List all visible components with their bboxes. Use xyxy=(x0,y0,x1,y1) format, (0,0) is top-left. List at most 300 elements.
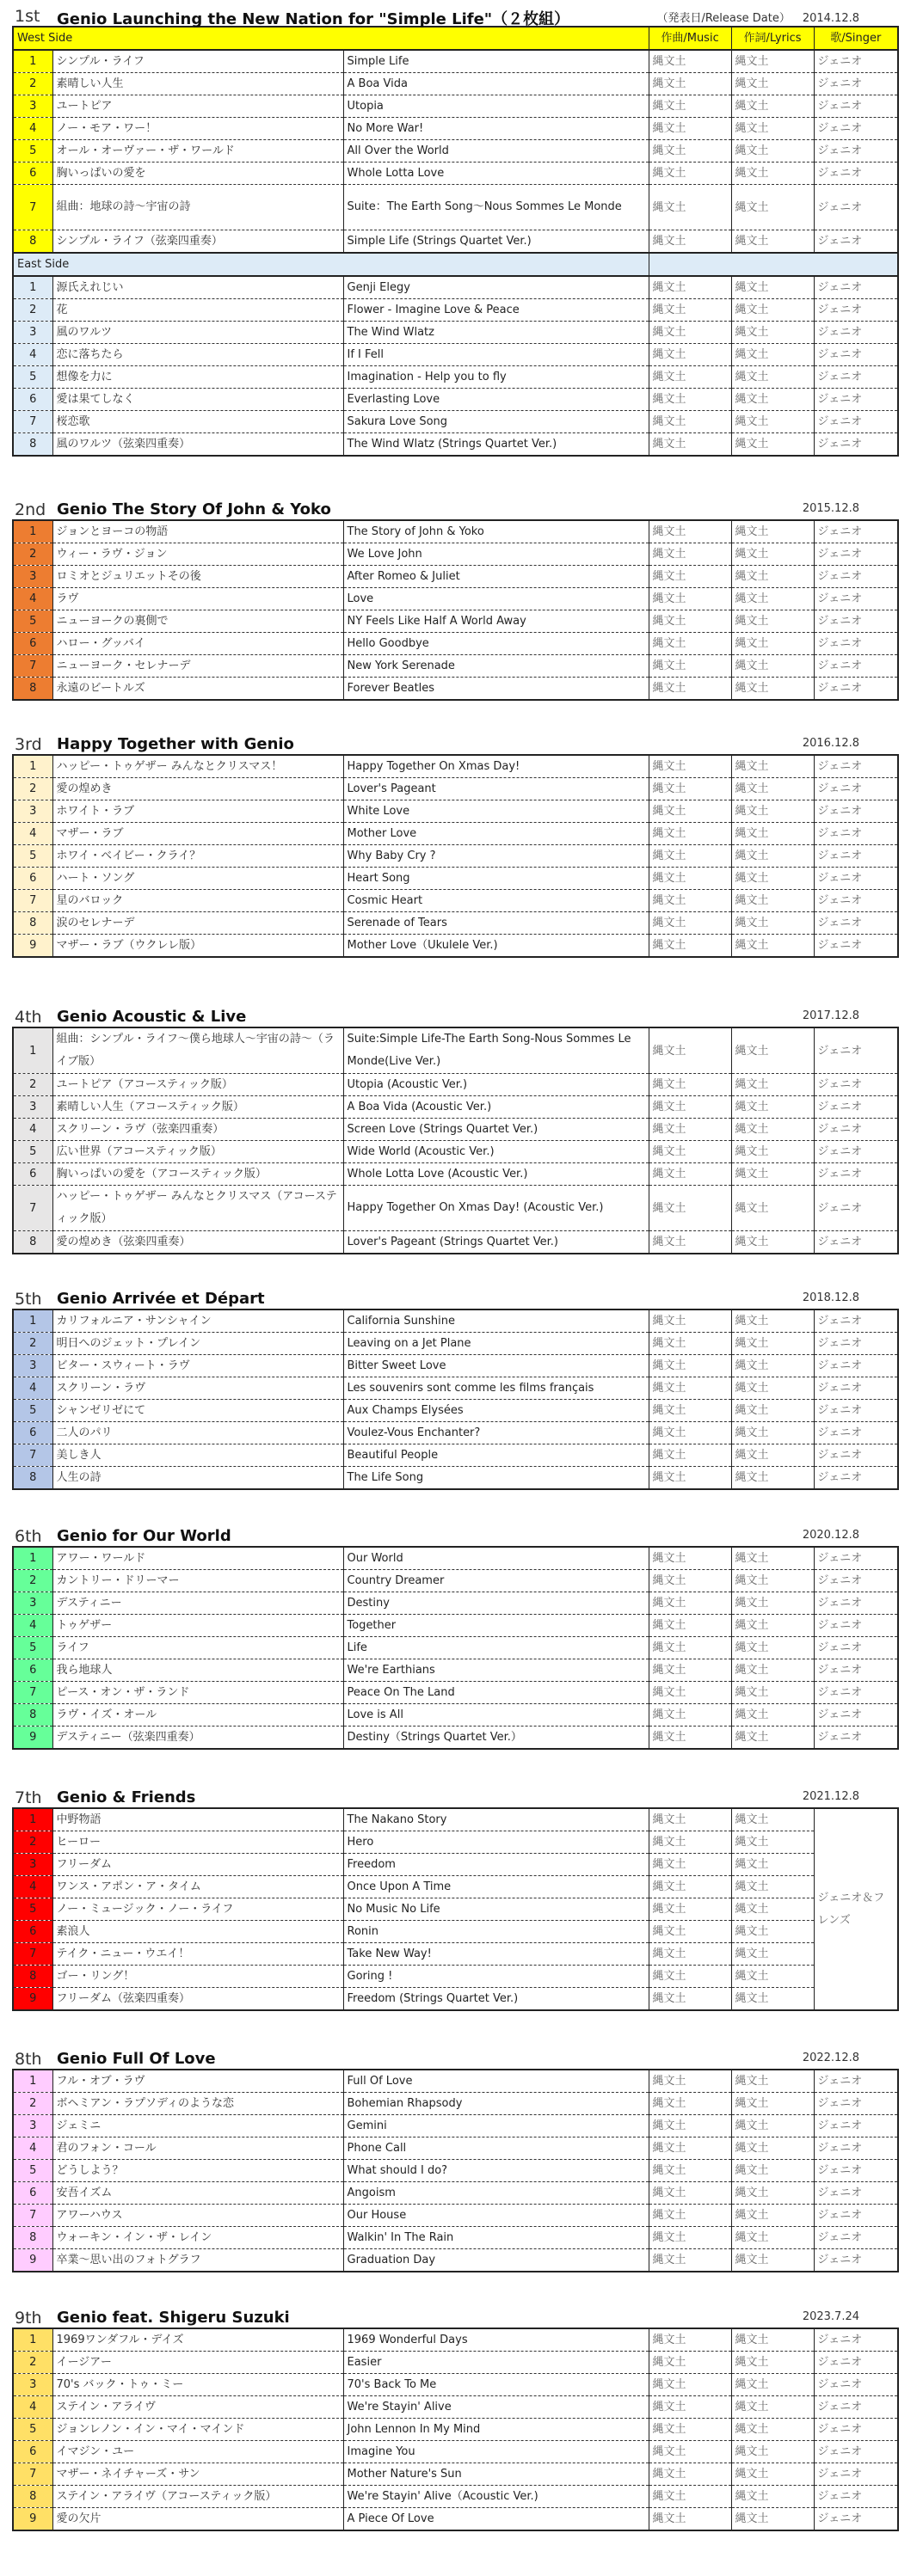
track-title-en: Destiny（Strings Quartet Ver.） xyxy=(343,1727,649,1750)
singer-cell: ジェニオ xyxy=(814,1163,898,1186)
album-ordinal: 1st xyxy=(15,7,40,26)
lyricist-cell: 縄文土 xyxy=(731,1637,814,1659)
track-row xyxy=(13,2374,898,2396)
track-row xyxy=(13,778,898,800)
track-title-jp: マザー・ネイチャーズ・サン xyxy=(52,2463,343,2486)
composer-cell: 縄文土 xyxy=(649,299,731,322)
lyricist-cell: 縄文土 xyxy=(731,1943,814,1966)
track-title-jp: 素晴しい人生 xyxy=(52,73,343,95)
track-title-jp: 明日へのジェット・プレイン xyxy=(52,1333,343,1355)
track-title-jp: 想像を力に xyxy=(52,366,343,389)
track-number: 8 xyxy=(13,1467,52,1490)
album-section xyxy=(12,1008,897,1254)
track-title-jp: スクリーン・ラヴ xyxy=(52,1377,343,1400)
lyricist-cell: 縄文土 xyxy=(731,2070,814,2093)
track-title-en: Phone Call xyxy=(343,2137,649,2160)
composer-cell: 縄文土 xyxy=(649,1355,731,1377)
track-row xyxy=(13,1831,898,1854)
track-number: 7 xyxy=(13,2205,52,2227)
track-number: 6 xyxy=(13,2441,52,2463)
composer-cell: 縄文土 xyxy=(649,140,731,163)
track-title-jp: ホワイト・ラブ xyxy=(52,800,343,823)
composer-cell: 縄文土 xyxy=(649,678,731,701)
column-header-music: 作曲/Music xyxy=(649,27,731,50)
composer-cell: 縄文土 xyxy=(649,2374,731,2396)
track-row xyxy=(13,588,898,610)
album-title: Genio Full Of Love xyxy=(57,2050,216,2068)
track-title-jp: ユートピア（アコースティック版） xyxy=(52,1074,343,1096)
lyricist-cell: 縄文土 xyxy=(731,755,814,778)
lyricist-cell: 縄文土 xyxy=(731,322,814,344)
track-title-jp: フリーダム xyxy=(52,1854,343,1876)
track-row xyxy=(13,1163,898,1186)
track-number: 2 xyxy=(13,299,52,322)
composer-cell: 縄文土 xyxy=(649,1163,731,1186)
singer-cell: ジェニオ xyxy=(814,1570,898,1592)
singer-cell: ジェニオ xyxy=(814,1377,898,1400)
album-header xyxy=(12,500,897,519)
track-title-en: Leaving on a Jet Plane xyxy=(343,1333,649,1355)
composer-cell: 縄文土 xyxy=(649,1898,731,1921)
composer-cell: 縄文土 xyxy=(649,322,731,344)
composer-cell: 縄文土 xyxy=(649,95,731,118)
release-date xyxy=(803,1529,859,1542)
singer-cell: ジェニオ xyxy=(814,610,898,633)
track-title-en: Mother Love xyxy=(343,823,649,845)
release-date xyxy=(803,1790,859,1803)
track-title-jp: 胸いっぱいの愛を xyxy=(52,163,343,185)
track-title-en: A Boa Vida xyxy=(343,73,649,95)
track-number: 1 xyxy=(13,1027,52,1074)
track-row xyxy=(13,1682,898,1704)
track-row xyxy=(13,868,898,890)
release-date xyxy=(656,9,859,25)
track-number: 7 xyxy=(13,1444,52,1467)
track-row xyxy=(13,2419,898,2441)
track-number: 2 xyxy=(13,778,52,800)
track-row xyxy=(13,366,898,389)
track-row xyxy=(13,118,898,140)
singer-cell: ジェニオ xyxy=(814,2227,898,2249)
composer-cell: 縄文土 xyxy=(649,2328,731,2352)
lyricist-cell: 縄文土 xyxy=(731,1570,814,1592)
track-row xyxy=(13,1898,898,1921)
track-row xyxy=(13,1467,898,1490)
singer-cell: ジェニオ xyxy=(814,140,898,163)
track-title-jp: ワンス・アポン・ア・タイム xyxy=(52,1876,343,1898)
singer-cell: ジェニオ xyxy=(814,845,898,868)
track-table xyxy=(12,2069,899,2272)
composer-cell: 縄文土 xyxy=(649,1570,731,1592)
track-title-en: Wide World (Acoustic Ver.) xyxy=(343,1141,649,1163)
lyricist-cell: 縄文土 xyxy=(731,1704,814,1727)
track-title-jp: デスティニー xyxy=(52,1592,343,1615)
composer-cell: 縄文土 xyxy=(649,230,731,254)
composer-cell: 縄文土 xyxy=(649,2182,731,2205)
track-number: 3 xyxy=(13,566,52,588)
composer-cell: 縄文土 xyxy=(649,1231,731,1254)
composer-cell: 縄文土 xyxy=(649,2227,731,2249)
track-title-en: Whole Lotta Love xyxy=(343,163,649,185)
track-title-en: Bohemian Rhapsody xyxy=(343,2093,649,2115)
composer-cell: 縄文土 xyxy=(649,543,731,566)
composer-cell: 縄文土 xyxy=(649,890,731,912)
track-title-jp: イージアー xyxy=(52,2352,343,2374)
track-row xyxy=(13,2137,898,2160)
lyricist-cell: 縄文土 xyxy=(731,344,814,366)
lyricist-cell: 縄文土 xyxy=(731,1096,814,1119)
track-title-jp: フリーダム（弦楽四重奏） xyxy=(52,1988,343,2011)
album-title: Genio Launching the New Nation for "Simple Life"（２枚組） xyxy=(57,10,570,28)
track-table xyxy=(12,26,899,457)
track-title-en: We're Earthians xyxy=(343,1659,649,1682)
track-number: 4 xyxy=(13,2137,52,2160)
composer-cell: 縄文土 xyxy=(649,1682,731,1704)
album-header xyxy=(12,2050,897,2069)
lyricist-cell: 縄文土 xyxy=(731,1231,814,1254)
track-number: 7 xyxy=(13,655,52,678)
singer-cell: ジェニオ xyxy=(814,2137,898,2160)
track-title-jp: シンプル・ライフ（弦楽四重奏） xyxy=(52,230,343,254)
singer-cell: ジェニオ xyxy=(814,1231,898,1254)
track-title-en: Imagination - Help you to fly xyxy=(343,366,649,389)
track-title-jp: 素浪人 xyxy=(52,1921,343,1943)
lyricist-cell: 縄文土 xyxy=(731,2093,814,2115)
track-number: 8 xyxy=(13,1231,52,1254)
singer-cell: ジェニオ xyxy=(814,2486,898,2508)
singer-cell-merged: ジェニオ＆フレンズ xyxy=(814,1808,898,2010)
track-number: 5 xyxy=(13,1141,52,1163)
track-number: 5 xyxy=(13,2160,52,2182)
track-number: 4 xyxy=(13,1377,52,1400)
track-number: 5 xyxy=(13,845,52,868)
composer-cell: 縄文土 xyxy=(649,823,731,845)
track-row xyxy=(13,1141,898,1163)
track-title-jp: イマジン・ユー xyxy=(52,2441,343,2463)
track-title-en: Imagine You xyxy=(343,2441,649,2463)
track-title-en: Graduation Day xyxy=(343,2249,649,2272)
composer-cell: 縄文土 xyxy=(649,1377,731,1400)
composer-cell: 縄文土 xyxy=(649,1808,731,1831)
column-header-lyrics: 作詞/Lyrics xyxy=(731,27,814,50)
track-row xyxy=(13,2396,898,2419)
track-title-jp: 愛は果てしなく xyxy=(52,389,343,411)
lyricist-cell: 縄文土 xyxy=(731,1333,814,1355)
album-header xyxy=(12,1290,897,1309)
track-row xyxy=(13,2182,898,2205)
track-number: 4 xyxy=(13,344,52,366)
track-row xyxy=(13,1570,898,1592)
composer-cell: 縄文土 xyxy=(649,433,731,457)
singer-cell: ジェニオ xyxy=(814,755,898,778)
release-date xyxy=(803,2310,859,2323)
track-title-en: Why Baby Cry ? xyxy=(343,845,649,868)
lyricist-cell: 縄文土 xyxy=(731,778,814,800)
singer-cell: ジェニオ xyxy=(814,543,898,566)
lyricist-cell: 縄文土 xyxy=(731,2182,814,2205)
album-title: Genio feat. Shigeru Suzuki xyxy=(57,2309,290,2327)
track-number: 1 xyxy=(13,1309,52,1333)
track-number: 3 xyxy=(13,800,52,823)
lyricist-cell: 縄文土 xyxy=(731,800,814,823)
lyricist-cell: 縄文土 xyxy=(731,2419,814,2441)
track-row xyxy=(13,299,898,322)
album-header xyxy=(12,7,897,26)
track-number: 1 xyxy=(13,520,52,543)
composer-cell: 縄文土 xyxy=(649,912,731,935)
lyricist-cell: 縄文土 xyxy=(731,2115,814,2137)
track-title-en: Utopia (Acoustic Ver.) xyxy=(343,1074,649,1096)
track-number: 4 xyxy=(13,588,52,610)
composer-cell: 縄文土 xyxy=(649,1615,731,1637)
track-title-en: Freedom xyxy=(343,1854,649,1876)
lyricist-cell: 縄文土 xyxy=(731,1074,814,1096)
track-table xyxy=(12,1546,899,1750)
composer-cell: 縄文土 xyxy=(649,610,731,633)
composer-cell: 縄文土 xyxy=(649,185,731,230)
track-table xyxy=(12,2328,899,2531)
composer-cell: 縄文土 xyxy=(649,118,731,140)
album-title: Genio Arrivée et Départ xyxy=(57,1290,265,1308)
track-title-jp: ハート・ソング xyxy=(52,868,343,890)
track-row xyxy=(13,543,898,566)
singer-cell: ジェニオ xyxy=(814,1400,898,1422)
lyricist-cell: 縄文土 xyxy=(731,299,814,322)
singer-cell: ジェニオ xyxy=(814,2093,898,2115)
track-number: 3 xyxy=(13,1854,52,1876)
track-row xyxy=(13,1231,898,1254)
composer-cell: 縄文土 xyxy=(649,1309,731,1333)
track-number: 6 xyxy=(13,1163,52,1186)
track-title-jp: 人生の詩 xyxy=(52,1467,343,1490)
track-title-en: Heart Song xyxy=(343,868,649,890)
track-title-en: Everlasting Love xyxy=(343,389,649,411)
composer-cell: 縄文土 xyxy=(649,2486,731,2508)
singer-cell: ジェニオ xyxy=(814,1096,898,1119)
singer-cell: ジェニオ xyxy=(814,2352,898,2374)
track-number: 3 xyxy=(13,1096,52,1119)
lyricist-cell: 縄文土 xyxy=(731,2396,814,2419)
track-title-en: A Boa Vida (Acoustic Ver.) xyxy=(343,1096,649,1119)
lyricist-cell: 縄文土 xyxy=(731,1921,814,1943)
composer-cell: 縄文土 xyxy=(649,2352,731,2374)
album-ordinal: 2nd xyxy=(15,500,46,519)
track-row xyxy=(13,2093,898,2115)
album-title: Genio & Friends xyxy=(57,1788,196,1806)
singer-cell: ジェニオ xyxy=(814,566,898,588)
track-row xyxy=(13,655,898,678)
track-title-en: Freedom (Strings Quartet Ver.) xyxy=(343,1988,649,2011)
composer-cell: 縄文土 xyxy=(649,2419,731,2441)
track-title-jp: 愛の煌めき xyxy=(52,778,343,800)
track-row xyxy=(13,140,898,163)
composer-cell: 縄文土 xyxy=(649,1943,731,1966)
singer-cell: ジェニオ xyxy=(814,2182,898,2205)
track-number: 2 xyxy=(13,2352,52,2374)
track-row xyxy=(13,95,898,118)
track-title-en: Serenade of Tears xyxy=(343,912,649,935)
track-title-jp: 1969ワンダフル・デイズ xyxy=(52,2328,343,2352)
track-row xyxy=(13,1186,898,1231)
singer-cell: ジェニオ xyxy=(814,1141,898,1163)
singer-cell: ジェニオ xyxy=(814,1074,898,1096)
track-number: 7 xyxy=(13,1186,52,1231)
track-number: 6 xyxy=(13,1659,52,1682)
track-title-jp: 美しき人 xyxy=(52,1444,343,1467)
lyricist-cell: 縄文土 xyxy=(731,50,814,73)
track-title-jp: ジョンレノン・イン・マイ・マインド xyxy=(52,2419,343,2441)
album-ordinal: 8th xyxy=(15,2050,42,2069)
track-row xyxy=(13,1876,898,1898)
lyricist-cell: 縄文土 xyxy=(731,633,814,655)
track-title-en: The Wind Wlatz (Strings Quartet Ver.) xyxy=(343,433,649,457)
release-date-value: 2016.12.8 xyxy=(802,737,859,750)
track-title-en: Full Of Love xyxy=(343,2070,649,2093)
release-date xyxy=(803,502,859,515)
track-row xyxy=(13,2486,898,2508)
lyricist-cell: 縄文土 xyxy=(731,230,814,254)
track-title-en: Aux Champs Elysées xyxy=(343,1400,649,1422)
lyricist-cell: 縄文土 xyxy=(731,1615,814,1637)
track-table xyxy=(12,1309,899,1490)
track-row xyxy=(13,1966,898,1988)
track-title-jp: 胸いっぱいの愛を（アコースティック版） xyxy=(52,1163,343,1186)
track-title-en: Life xyxy=(343,1637,649,1659)
singer-cell: ジェニオ xyxy=(814,389,898,411)
release-date-value: 2022.12.8 xyxy=(802,2052,859,2064)
track-number: 4 xyxy=(13,118,52,140)
track-title-en: Screen Love (Strings Quartet Ver.) xyxy=(343,1119,649,1141)
lyricist-cell: 縄文土 xyxy=(731,118,814,140)
track-title-en: Les souvenirs sont comme les films français xyxy=(343,1377,649,1400)
release-date-label: （発表日/Release Date） xyxy=(656,12,791,25)
track-row xyxy=(13,230,898,254)
track-title-jp: ビター・スウィート・ラヴ xyxy=(52,1355,343,1377)
lyricist-cell: 縄文土 xyxy=(731,1186,814,1231)
lyricist-cell: 縄文土 xyxy=(731,1876,814,1898)
lyricist-cell: 縄文土 xyxy=(731,678,814,701)
track-title-jp: 源氏えれじい xyxy=(52,276,343,299)
composer-cell: 縄文土 xyxy=(649,1444,731,1467)
track-row xyxy=(13,566,898,588)
track-title-en: Our House xyxy=(343,2205,649,2227)
lyricist-cell: 縄文土 xyxy=(731,1854,814,1876)
track-title-jp: シャンゼリゼにて xyxy=(52,1400,343,1422)
track-row xyxy=(13,520,898,543)
lyricist-cell: 縄文土 xyxy=(731,868,814,890)
track-title-jp: オール・オーヴァー・ザ・ワールド xyxy=(52,140,343,163)
track-number: 6 xyxy=(13,1422,52,1444)
track-title-jp: アワーハウス xyxy=(52,2205,343,2227)
track-title-en: Hero xyxy=(343,1831,649,1854)
singer-cell: ジェニオ xyxy=(814,520,898,543)
track-title-jp: ライフ xyxy=(52,1637,343,1659)
singer-cell: ジェニオ xyxy=(814,2419,898,2441)
composer-cell: 縄文土 xyxy=(649,1119,731,1141)
track-number: 2 xyxy=(13,1570,52,1592)
track-title-jp: ジェミニ xyxy=(52,2115,343,2137)
composer-cell: 縄文土 xyxy=(649,845,731,868)
lyricist-cell: 縄文土 xyxy=(731,845,814,868)
side-header-blank xyxy=(649,253,898,276)
lyricist-cell: 縄文土 xyxy=(731,2205,814,2227)
track-title-en: California Sunshine xyxy=(343,1309,649,1333)
track-row xyxy=(13,1355,898,1377)
composer-cell: 縄文土 xyxy=(649,163,731,185)
track-title-jp: ウィー・ラヴ・ジョン xyxy=(52,543,343,566)
track-number: 9 xyxy=(13,2249,52,2272)
track-title-en: Sakura Love Song xyxy=(343,411,649,433)
track-number: 2 xyxy=(13,2093,52,2115)
lyricist-cell: 縄文土 xyxy=(731,935,814,958)
track-row xyxy=(13,1547,898,1570)
track-title-en: New York Serenade xyxy=(343,655,649,678)
singer-cell: ジェニオ xyxy=(814,1547,898,1570)
singer-cell: ジェニオ xyxy=(814,411,898,433)
composer-cell: 縄文土 xyxy=(649,1659,731,1682)
lyricist-cell: 縄文土 xyxy=(731,1988,814,2011)
track-title-jp: トゥゲザー xyxy=(52,1615,343,1637)
singer-cell: ジェニオ xyxy=(814,2396,898,2419)
composer-cell: 縄文土 xyxy=(649,1704,731,1727)
track-row xyxy=(13,1921,898,1943)
track-number: 6 xyxy=(13,633,52,655)
track-title-en: Simple Life xyxy=(343,50,649,73)
singer-cell: ジェニオ xyxy=(814,185,898,230)
track-number: 3 xyxy=(13,2374,52,2396)
track-title-jp: テイク・ニュー・ウエイ！ xyxy=(52,1943,343,1966)
singer-cell: ジェニオ xyxy=(814,2328,898,2352)
track-row xyxy=(13,2463,898,2486)
singer-cell: ジェニオ xyxy=(814,163,898,185)
album-header xyxy=(12,1788,897,1807)
release-date-value: 2015.12.8 xyxy=(802,502,859,515)
track-title-en: Easier xyxy=(343,2352,649,2374)
track-title-jp: ノー・モア・ワー！ xyxy=(52,118,343,140)
lyricist-cell: 縄文土 xyxy=(731,2227,814,2249)
album-section xyxy=(12,1788,897,2011)
lyricist-cell: 縄文土 xyxy=(731,1444,814,1467)
track-row xyxy=(13,2070,898,2093)
track-number: 4 xyxy=(13,2396,52,2419)
track-row xyxy=(13,73,898,95)
singer-cell: ジェニオ xyxy=(814,823,898,845)
track-row xyxy=(13,163,898,185)
lyricist-cell: 縄文土 xyxy=(731,366,814,389)
track-title-jp: どうしよう？ xyxy=(52,2160,343,2182)
singer-cell: ジェニオ xyxy=(814,1592,898,1615)
track-title-en: Genji Elegy xyxy=(343,276,649,299)
track-title-jp: ボヘミアン・ラプソディのような恋 xyxy=(52,2093,343,2115)
release-date-value: 2020.12.8 xyxy=(802,1529,859,1542)
composer-cell: 縄文土 xyxy=(649,1467,731,1490)
lyricist-cell: 縄文土 xyxy=(731,1966,814,1988)
composer-cell: 縄文土 xyxy=(649,50,731,73)
composer-cell: 縄文土 xyxy=(649,276,731,299)
release-date xyxy=(803,2052,859,2064)
track-title-jp: 安吾イズム xyxy=(52,2182,343,2205)
track-title-jp: 愛の煌めき（弦楽四重奏） xyxy=(52,1231,343,1254)
track-number: 6 xyxy=(13,1921,52,1943)
track-title-jp: カリフォルニア・サンシャイン xyxy=(52,1309,343,1333)
track-number: 8 xyxy=(13,1966,52,1988)
composer-cell: 縄文土 xyxy=(649,1547,731,1570)
track-number: 5 xyxy=(13,140,52,163)
track-table xyxy=(12,519,899,701)
album-header xyxy=(12,1527,897,1546)
track-title-en: Love is All xyxy=(343,1704,649,1727)
track-row xyxy=(13,1943,898,1966)
